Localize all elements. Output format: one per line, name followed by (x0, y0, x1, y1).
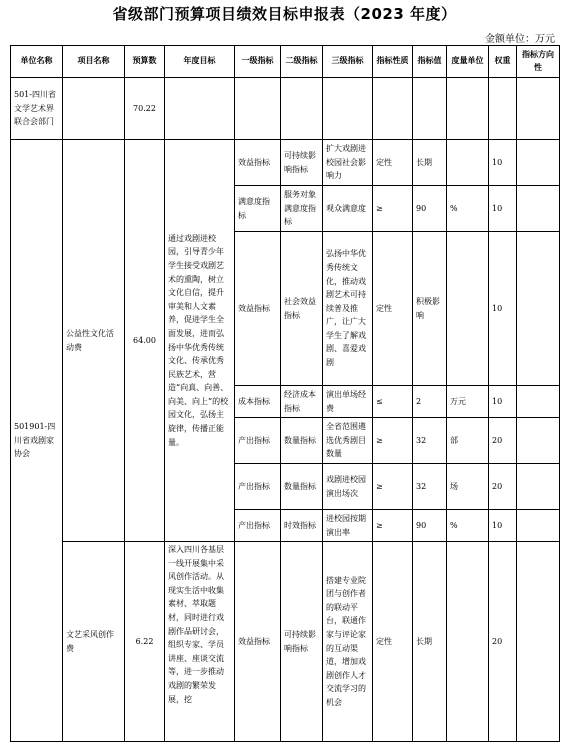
level1-cell: 产出指标 (235, 418, 281, 464)
header-row (11, 46, 560, 78)
nature-cell: 定性 (373, 232, 413, 386)
direction-cell (517, 464, 560, 510)
table-row (11, 542, 560, 742)
measure-unit-cell: 场 (447, 464, 489, 510)
header-cell: 一级指标 (235, 46, 281, 78)
dept-budget-cell: 70.22 (125, 78, 165, 140)
weight-cell: 10 (489, 510, 517, 542)
level2-cell: 经济成本指标 (281, 386, 323, 418)
header-cell: 三级指标 (323, 46, 373, 78)
weight-cell: 10 (489, 386, 517, 418)
value-cell: 2 (413, 386, 447, 418)
project-name-cell: 文艺采风创作费 (63, 542, 125, 742)
level3-cell: 全省范围遴选优秀剧目数量 (323, 418, 373, 464)
amount-unit-label: 金额单位：万元 (485, 34, 555, 45)
project-goal-cell: 通过戏剧进校园，引导青少年学生接受戏剧艺术的熏陶，树立文化自信，提升审美和人文素养，促进学生全面发展，进而弘扬中华优秀传统文化、传承优秀民族艺术，营造“向真、向善、向美、向上”的校园文化，弘扬主旋律，传播正能量。 (165, 140, 235, 542)
level2-cell: 数量指标 (281, 464, 323, 510)
level1-cell: 产出指标 (235, 464, 281, 510)
level3-cell: 弘扬中华优秀传统文化，推动戏剧艺术可持续普及推广，让广大学生了解戏剧、喜爱戏剧 (323, 232, 373, 386)
level2-cell: 数量指标 (281, 418, 323, 464)
level3-cell: 戏剧进校园演出场次 (323, 464, 373, 510)
value-cell: 32 (413, 464, 447, 510)
level2-cell: 社会效益指标 (281, 232, 323, 386)
direction-cell (517, 386, 560, 418)
measure-unit-cell: % (447, 510, 489, 542)
header-cell: 指标性质 (373, 46, 413, 78)
weight-cell: 20 (489, 542, 517, 742)
header-cell: 权重 (489, 46, 517, 78)
dept-name-cell: 501-四川省文学艺术界联合会部门 (11, 78, 63, 140)
value-cell: 90 (413, 186, 447, 232)
weight-cell: 10 (489, 186, 517, 232)
direction-cell (517, 186, 560, 232)
department-row (11, 78, 560, 140)
nature-cell: ≥ (373, 418, 413, 464)
direction-cell (517, 232, 560, 386)
header-cell: 指标值 (413, 46, 447, 78)
value-cell: 90 (413, 510, 447, 542)
header-cell: 指标方向性 (517, 46, 560, 78)
measure-unit-cell (447, 542, 489, 742)
level3-cell: 演出单场经费 (323, 386, 373, 418)
direction-cell (517, 542, 560, 742)
level2-cell: 可持续影响指标 (281, 542, 323, 742)
nature-cell: 定性 (373, 140, 413, 186)
project-budget-cell: 64.00 (125, 140, 165, 542)
value-cell: 32 (413, 418, 447, 464)
header-cell: 二级指标 (281, 46, 323, 78)
value-cell: 积极影响 (413, 232, 447, 386)
nature-cell: ≥ (373, 510, 413, 542)
performance-target-table (10, 45, 560, 742)
level3-cell: 扩大戏剧进校园社会影响力 (323, 140, 373, 186)
weight-cell: 10 (489, 232, 517, 386)
header-cell: 年度目标 (165, 46, 235, 78)
level3-cell: 观众满意度 (323, 186, 373, 232)
weight-cell: 20 (489, 418, 517, 464)
measure-unit-cell: 万元 (447, 386, 489, 418)
unit-name-cell: 501901-四川省戏剧家协会 (11, 140, 63, 742)
value-cell: 长期 (413, 542, 447, 742)
nature-cell: 定性 (373, 542, 413, 742)
measure-unit-cell (447, 140, 489, 186)
page-title: 省级部门预算项目绩效目标申报表（2023 年度） (112, 5, 457, 23)
header-cell: 度量单位 (447, 46, 489, 78)
table-row (11, 140, 560, 186)
project-goal-cell: 深入四川各基层一线开展集中采风创作活动。从现实生活中收集素材、萃取题材，同时进行戏剧作品研讨会，组织专家、学员讲座、座谈交流等，进一步推动戏剧的繁荣发展，挖 (165, 542, 235, 742)
project-budget-cell: 6.22 (125, 542, 165, 742)
level1-cell: 成本指标 (235, 386, 281, 418)
level3-cell: 进校园按期演出率 (323, 510, 373, 542)
nature-cell: ≤ (373, 386, 413, 418)
measure-unit-cell (447, 232, 489, 386)
header-cell: 单位名称 (11, 46, 63, 78)
nature-cell: ≥ (373, 464, 413, 510)
level3-cell: 搭建专业院团与创作者的联动平台，联通作家与评论家的互动渠道，增加戏剧创作人才交流学习的机会 (323, 542, 373, 742)
weight-cell: 10 (489, 140, 517, 186)
measure-unit-cell: % (447, 186, 489, 232)
level2-cell: 时效指标 (281, 510, 323, 542)
weight-cell: 20 (489, 464, 517, 510)
nature-cell: ≥ (373, 186, 413, 232)
level1-cell: 产出指标 (235, 510, 281, 542)
level1-cell: 效益指标 (235, 140, 281, 186)
direction-cell (517, 418, 560, 464)
measure-unit-cell: 部 (447, 418, 489, 464)
header-cell: 项目名称 (63, 46, 125, 78)
level1-cell: 满意度指标 (235, 186, 281, 232)
level1-cell: 效益指标 (235, 232, 281, 386)
direction-cell (517, 140, 560, 186)
header-cell: 预算数 (125, 46, 165, 78)
value-cell: 长期 (413, 140, 447, 186)
level2-cell: 可持续影响指标 (281, 140, 323, 186)
level2-cell: 服务对象满意度指标 (281, 186, 323, 232)
direction-cell (517, 510, 560, 542)
level1-cell: 效益指标 (235, 542, 281, 742)
project-name-cell: 公益性文化活动费 (63, 140, 125, 542)
